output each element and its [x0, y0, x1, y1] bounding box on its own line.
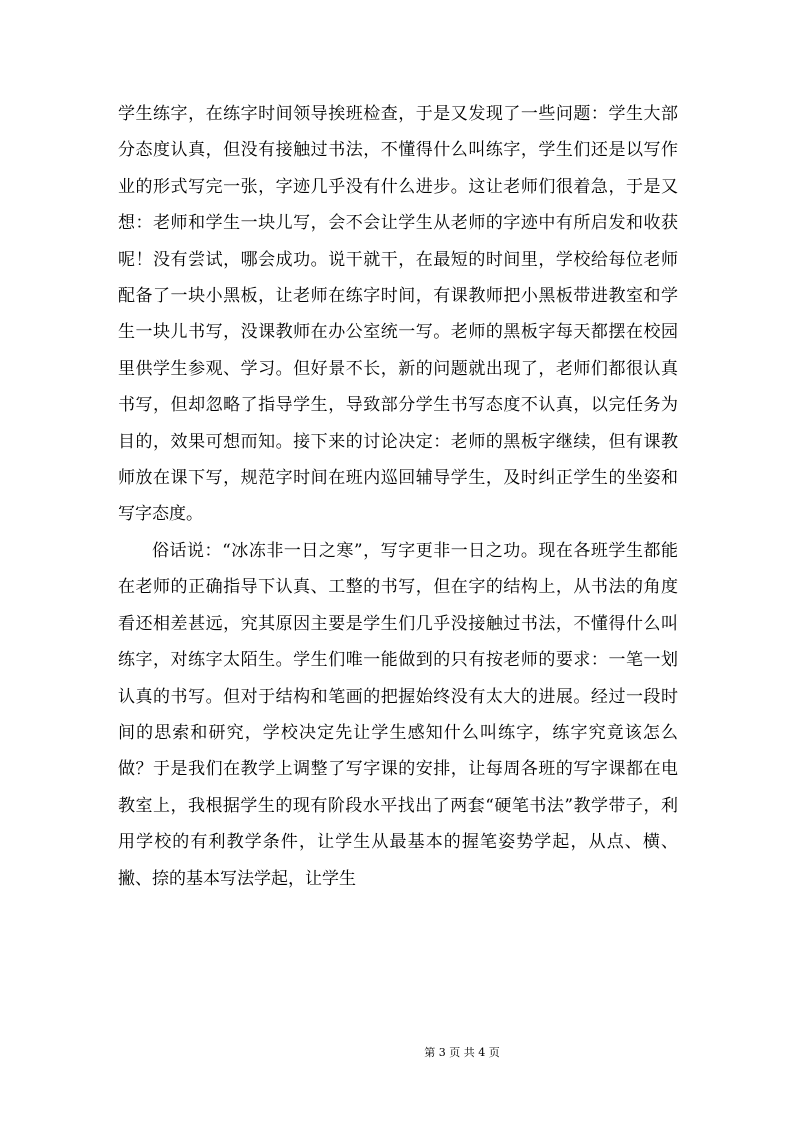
paragraph-proverb: 俗话说：“冰冻非一日之寒”，写字更非一日之功。现在各班学生都能在老师的正确指导下认真、工整的书写，但在字的结构上，从书法的角度看还相差甚远，究其原因主要是学生们几乎没接触过书法，不懂得什么叫练字，对练字太陌生。学生们唯一能做到的只有按老师的要求：一笔一划认真的书写。但对于结构和笔画的把握始终没有太大的进展。经过一段时间的思索和研究，学校决定先让学生感知什么叫练字，练字究竟该怎么做？于是我们在教学上调整了写字课的安排，让每周各班的写字课都在电教室上，我根据学生的现有阶段水平找出了两套“硬笔书法”教学带子，利用学校的有利教学条件，让学生从最基本的握笔姿势学起，从点、横、撇、捺的基本写法学起，让学生	[118, 540, 678, 889]
page-number-footer: 第 3 页 共 4 页	[424, 1046, 500, 1059]
paragraph-continued: 学生练字，在练字时间领导挨班检查，于是又发现了一些问题：学生大部分态度认真，但没有接触过书法，不懂得什么叫练字，学生们还是以写作业的形式写完一张，字迹几乎没有什么进步。这让老师们很着急，于是又想：老师和学生一块儿写，会不会让学生从老师的字迹中有所启发和收获呢！没有尝试，哪会成功。说干就干，在最短的时间里，学校给每位老师配备了一块小黑板，让老师在练字时间，有课教师把小黑板带进教室和学生一块儿书写，没课教师在办公室统一写。老师的黑板字每天都摆在校园里供学生参观、学习。但好景不长，新的问题就出现了，老师们都很认真书写，但却忽略了指导学生，导致部分学生书写态度不认真，以完任务为目的，效果可想而知。接下来的讨论决定：老师的黑板字继续，但有课教师放在课下写，规范字时间在班内巡回辅导学生，及时纠正学生的坐姿和写字态度。	[118, 104, 678, 525]
document-body	[118, 96, 678, 897]
